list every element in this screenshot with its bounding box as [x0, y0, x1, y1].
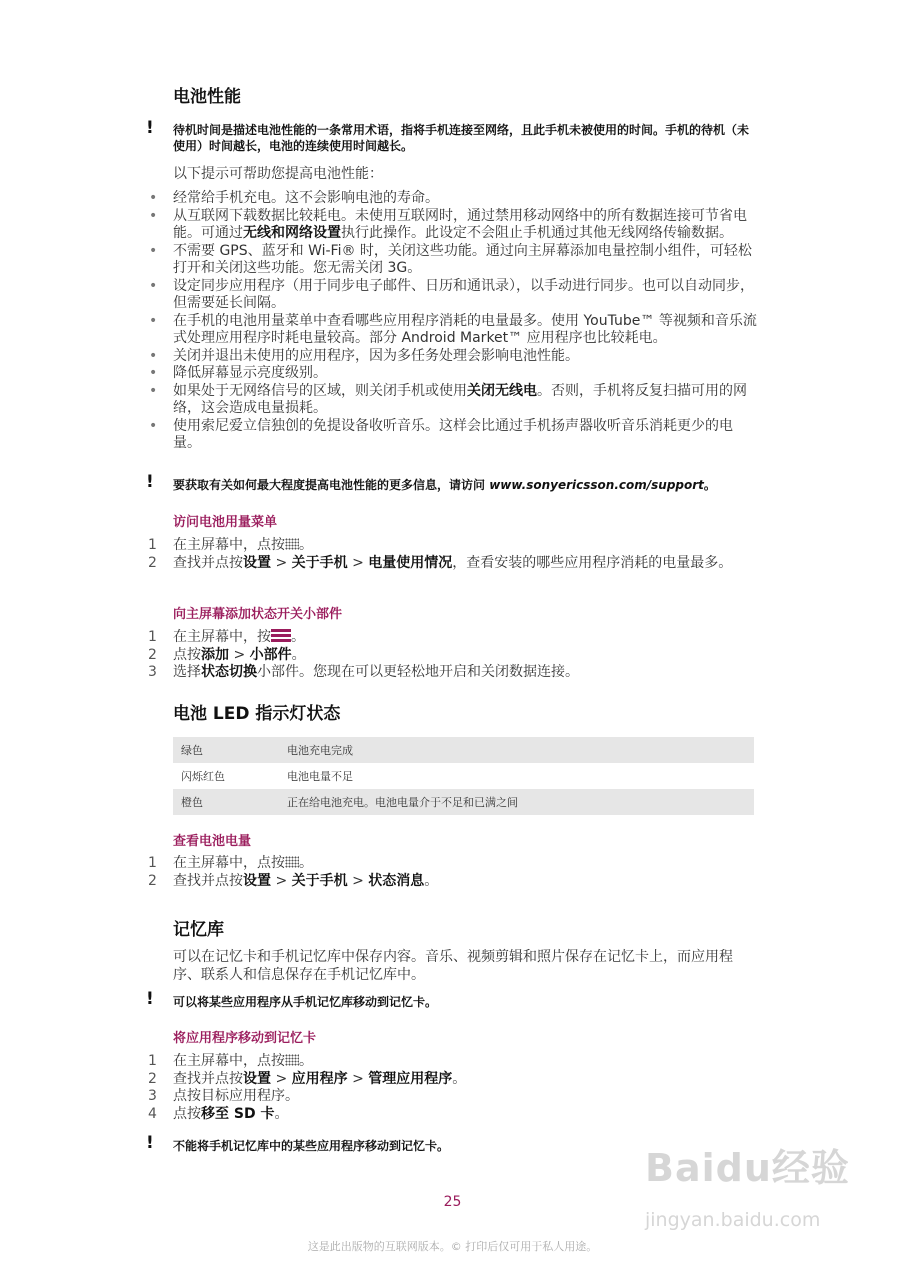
watermark-logo: Baidu经验: [645, 1146, 850, 1190]
list-item: 2 查找并点按设置 > 应用程序 > 管理应用程序。: [148, 1070, 467, 1087]
watermark-url: jingyan.baidu.com: [645, 1209, 821, 1231]
battery-intro: 以下提示可帮助您提高电池性能：: [173, 166, 383, 182]
steps-access-menu: [0, 537, 733, 572]
list-item: 3 选择状态切换小部件。您现在可以更轻松地开启和关闭数据连接。: [148, 664, 579, 680]
steps-add-widget: [0, 629, 733, 682]
list-item: • 从互联网下载数据比较耗电。未使用互联网时，通过禁用移动网络中的所有数据连接可节省电能。可通过无线和网络设置执行此操作。此设定不会阻止手机通过其他无线网络传输数据。: [0, 208, 758, 243]
list-item: • 设定同步应用程序（用于同步电子邮件、日历和通讯录），以手动进行同步。也可以自动同步，但需要延长间隔。: [0, 278, 758, 313]
note-move-limit: 不能将手机记忆库中的某些应用程序移动到记忆卡。: [173, 1139, 450, 1153]
list-item: • 不需要 GPS、蓝牙和 Wi-Fi® 时，关闭这些功能。通过向主屏幕添加电量控制小组件，可轻松打开和关闭这些功能。您无需关闭 3G。: [0, 243, 758, 278]
app-grid-icon: [285, 538, 299, 550]
list-item: • 在手机的电池用量菜单中查看哪些应用程序消耗的电量最多。使用 YouTube™ 等视频和音乐流式处理应用程序时耗电量较高。部分 Android Market™ 应用程序也比较耗电。: [0, 313, 758, 348]
led-status-table: [173, 737, 754, 815]
note-support: 要获取有关如何最大程度提高电池性能的更多信息，请访问 www.sonyericsson.com/support。: [173, 478, 716, 492]
list-item: • 关闭并退出未使用的应用程序，因为多任务处理会影响电池性能。: [0, 348, 758, 366]
note-memory: 可以将某些应用程序从手机记忆库移动到记忆卡。: [173, 995, 438, 1009]
list-item: 1 在主屏幕中，点按 。: [148, 537, 313, 553]
note-icon: !: [146, 989, 154, 1009]
memory-description: 可以在记忆卡和手机记忆库中保存内容。音乐、视频剪辑和照片保存在记忆卡上，而应用程序、联系人和信息保存在手机记忆库中。: [173, 949, 733, 983]
list-item: • 降低屏幕显示亮度级别。: [0, 365, 758, 383]
footer-copyright: 这是此出版物的互联网版本。© 打印后仅可用于私人用途。: [307, 1240, 598, 1253]
subheading-access-menu: 访问电池用量菜单: [173, 515, 278, 530]
list-item: 1 在主屏幕中，点按 。: [148, 1053, 313, 1069]
list-item: 3 点按目标应用程序。: [148, 1088, 299, 1104]
table-row: 绿色 电池充电完成: [173, 737, 754, 763]
page-number: 25: [443, 1194, 462, 1210]
app-grid-icon: [285, 856, 299, 868]
list-item: • 经常给手机充电。这不会影响电池的寿命。: [0, 190, 758, 208]
wireless-settings-label: 无线和网络设置: [243, 225, 341, 241]
list-item: 1 在主屏幕中，按 。: [148, 629, 305, 645]
subheading-check-level: 查看电池电量: [173, 834, 252, 849]
note-standby: 待机时间是描述电池性能的一条常用术语，指将手机连接至网络，且此手机未被使用的时间。手机的待机（未使用）时间越长，电池的连续使用时间越长。: [173, 123, 750, 153]
note-icon: !: [146, 1133, 154, 1153]
radio-off-label: 关闭无线电: [467, 382, 537, 399]
list-item: • 使用索尼爱立信独创的免提设备收听音乐。这样会比通过手机扬声器收听音乐消耗更少的电量。: [0, 418, 758, 453]
section-title-battery: 电池性能: [173, 87, 241, 107]
menu-icon: [271, 629, 291, 643]
support-link[interactable]: www.sonyericsson.com/support: [489, 478, 704, 492]
table-row: 闪烁红色 电池电量不足: [181, 769, 353, 783]
list-item: 4 点按移至 SD 卡。: [148, 1105, 289, 1122]
steps-move-app: [0, 1053, 733, 1123]
list-item: 2 查找并点按设置 > 关于手机 > 状态消息。: [148, 872, 439, 889]
list-item: 2 查找并点按设置 > 关于手机 > 电量使用情况，查看安装的哪些应用程序消耗的电量最多。: [148, 554, 733, 571]
note-icon: !: [146, 118, 154, 138]
battery-tips-list: [0, 190, 758, 453]
note-icon: !: [146, 472, 154, 492]
table-row: 橙色 正在给电池充电。电池电量介于不足和已满之间: [173, 789, 754, 815]
list-item: • 如果处于无网络信号的区域，则关闭手机或使用关闭无线电。否则，手机将反复扫描可用的网络，这会造成电量损耗。: [0, 383, 758, 418]
subheading-add-widget: 向主屏幕添加状态开关小部件: [173, 607, 343, 622]
section-title-memory: 记忆库: [173, 920, 224, 940]
list-item: 2 点按添加 > 小部件。: [148, 646, 306, 663]
app-grid-icon: [285, 1054, 299, 1066]
section-title-led: 电池 LED 指示灯状态: [173, 704, 341, 724]
subheading-move-app: 将应用程序移动到记忆卡: [173, 1031, 317, 1046]
list-item: 1 在主屏幕中，点按 。: [148, 855, 313, 871]
steps-check-level: [0, 855, 733, 890]
